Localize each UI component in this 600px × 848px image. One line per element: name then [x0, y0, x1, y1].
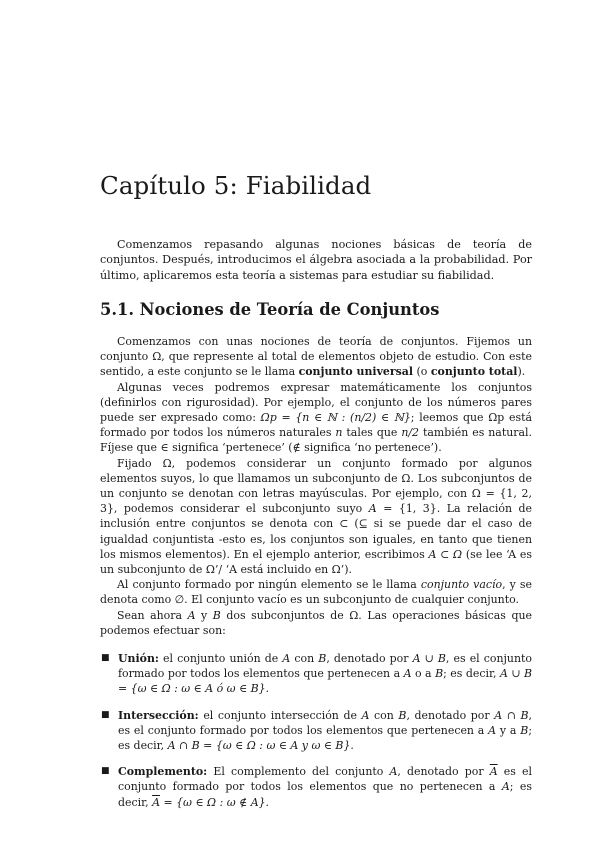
paragraph-operations-intro	[100, 608, 532, 638]
math-A-subset-omega: A ⊂ Ω	[428, 547, 463, 561]
text-run: con	[369, 708, 399, 722]
text-run: , denotado por	[397, 765, 490, 779]
paragraph-subsets	[100, 456, 532, 578]
math-A: A	[389, 765, 398, 779]
math-A: A	[501, 780, 510, 794]
list-item-union	[100, 651, 532, 697]
text-run: el conjunto intersección de	[198, 708, 362, 722]
section-body	[100, 334, 532, 821]
math-A: A	[488, 723, 497, 737]
math-A: A	[187, 608, 196, 622]
text-run: también es natural. Fíjese que ∈ significa ‘pertenece’ (∉ significa ‘no pertenece’).	[100, 426, 532, 455]
term-conjunto-vacio: conjunto vacío	[420, 578, 503, 592]
text-run: ’).	[340, 563, 352, 577]
text-run: dos subconjuntos de Ω. Las operaciones básicas que podemos efectuar son:	[100, 608, 532, 637]
chapter-abstract: Comenzamos repasando algunas nociones básicas de teoría de conjuntos. Después, introducimos el álgebra asociada a la probabilidad. Por último, aplicaremos esta teoría a sistemas para estudiar su fiabilidad.	[100, 238, 532, 282]
paragraph-universal-set	[100, 334, 532, 380]
text-run: ; es decir,	[118, 780, 532, 809]
math-A-complement: $\overline{A}$	[152, 795, 160, 809]
text-run: ).	[517, 365, 526, 379]
math-intersection-definition: = {ω ∈ Ω : ω ∈ A y ω ∈ B}.	[199, 739, 354, 753]
term-conjunto-total: conjunto total	[430, 365, 518, 379]
term-complemento: Complemento:	[118, 765, 208, 779]
section-title: 5.1. Nociones de Teoría de Conjuntos	[100, 300, 440, 319]
math-even-numbers-set: Ωp = {n ∈ ℕ : (n/2) ∈ ℕ}	[260, 411, 411, 425]
square-bullet-icon: ■	[101, 709, 110, 720]
math-complement-definition: = {ω ∈ Ω : ω ∉ A}.	[159, 795, 270, 809]
square-bullet-icon: ■	[101, 766, 110, 777]
list-item-intersection	[100, 708, 532, 754]
math-A: A	[282, 652, 291, 666]
text-run: A es un subconjunto de Ω	[100, 547, 532, 577]
text-run: y	[195, 608, 213, 622]
math-intersection: A ∩ B	[167, 739, 200, 753]
math-union: A ∪ B	[412, 652, 446, 666]
term-union: Unión:	[118, 652, 159, 666]
math-A-complement: $\overline{A}$	[489, 765, 498, 779]
term-interseccion: Intersección:	[118, 708, 199, 722]
paragraph-empty-set	[100, 577, 532, 607]
math-B: B	[212, 608, 221, 622]
math-intersection: A ∩ B	[494, 708, 529, 722]
text-run: ; es decir,	[118, 723, 532, 753]
set-operations-list	[100, 651, 532, 810]
text-run: y a	[496, 723, 521, 737]
text-run: Fijado Ω, podemos considerar un conjunto formado por algunos elementos suyos, lo que llamamos un subconjunto de Ω. Los subconjuntos de un conjunto se denotan con letras mayúsculas. Por ejemplo, con Ω = {1, 2, 3}, podemos considerar el subconjunto suyo	[100, 456, 532, 516]
text-run: Algunas veces podremos expresar matemáticamente los conjuntos (definirlos con rigurosidad). Por ejemplo, el conjunto de los números pares	[100, 380, 532, 409]
text-run: ’/ ‘	[214, 563, 230, 577]
square-bullet-icon: ■	[101, 653, 110, 664]
text-run: (se lee ‘	[462, 547, 509, 561]
math-A: A	[368, 502, 377, 516]
text-run: El complemento del conjunto	[207, 765, 390, 779]
math-n: n	[335, 426, 343, 440]
math-union: A ∪ B	[499, 667, 533, 681]
text-run: tales que	[342, 426, 402, 440]
text-run: es el conjunto formado por todos los elementos que no pertenecen a	[118, 765, 532, 794]
math-A: A	[403, 667, 412, 681]
text-run: , y se denota como ∅. El conjunto vacío es un subconjunto de cualquier conjunto.	[100, 578, 532, 607]
math-B: B	[520, 723, 529, 737]
text-run: Comenzamos con unas nociones de teoría de conjuntos. Fijemos un conjunto Ω, que represente al total de elementos objeto de estudio. Con este sentido, a este conjunto se le llama	[100, 335, 532, 379]
math-A: A	[361, 708, 370, 722]
text-run: , es el conjunto formado por todos los elementos que pertenecen a	[118, 708, 533, 737]
text-run: Al conjunto formado por ningún elemento se le llama	[117, 578, 421, 592]
math-B: B	[398, 708, 407, 722]
text-run: (o	[413, 365, 431, 379]
chapter-title: Capítulo 5: Fiabilidad	[100, 171, 372, 200]
math-B: B	[318, 652, 327, 666]
math-union-definition: = {ω ∈ Ω : ω ∈ A ó ω ∈ B}.	[118, 682, 270, 696]
math-B: B	[435, 667, 444, 681]
text-run: Sean ahora	[117, 608, 188, 622]
text-run: A está incluido en Ω	[229, 563, 341, 577]
text-run: , denotado por	[406, 708, 495, 722]
text-run: , denotado por	[326, 652, 413, 666]
text-run: ; leemos que Ωp está formado por todos los números naturales	[100, 411, 533, 440]
paragraph-set-definition: Algunas veces podremos expresar matemáticamente los conjuntos (definirlos con rigurosidad). Por ejemplo, el conjunto de los números pares puede ser expresado como: Ωp = {n ∈ ℕ : (n/2) ∈ ℕ}; leemos que Ωp está formado por todos los números naturales n tales que n/2 también es natural. Fíjese que ∈ significa ‘pertenece’ (∉ significa ‘no pertenece’).	[100, 380, 533, 455]
text-run: = {1, 3}. La relación de inclusión entre conjuntos se denota con ⊂ (⊆ si se puede dar el caso de igualdad conjuntista -esto es, los conjuntos son iguales, en tanto que tienen los mismos elementos). En el ejemplo anterior, escribimos	[100, 502, 533, 561]
text-run: ; es decir,	[443, 667, 500, 681]
math-n-half: n/2	[401, 426, 420, 440]
text-run: el conjunto unión de	[158, 652, 283, 666]
list-item-complement	[100, 764, 532, 810]
text-run: con	[290, 652, 319, 666]
term-conjunto-universal: conjunto universal	[298, 365, 414, 379]
text-run: o a	[411, 667, 436, 681]
text-run: , es el conjunto formado por todos los elementos que pertenecen a	[118, 652, 532, 681]
